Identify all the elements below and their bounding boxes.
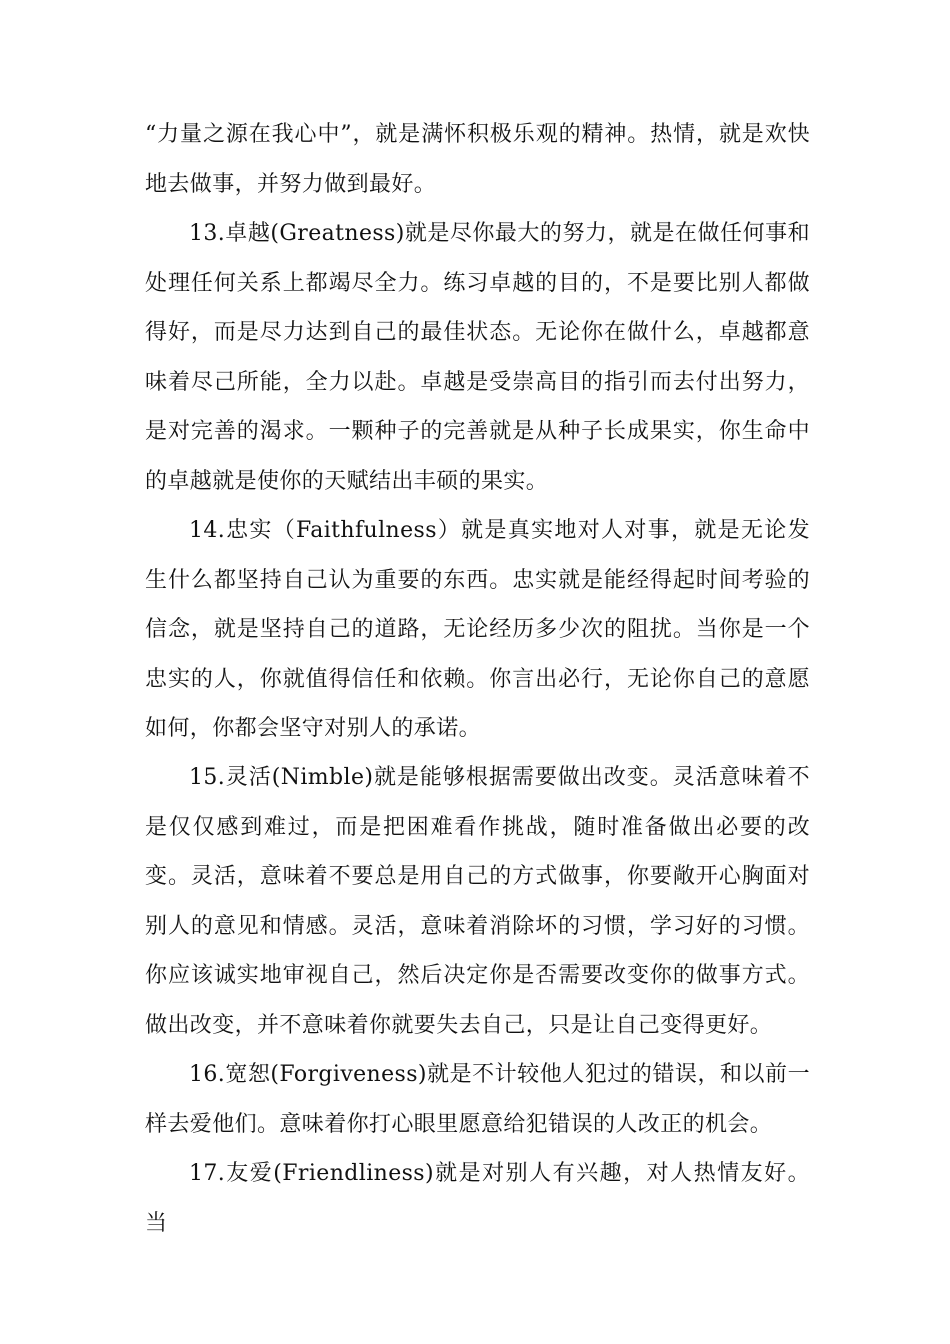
paragraph-16-forgiveness: 16.宽恕(Forgiveness)就是不计较他人犯过的错误，和以前一样去爱他们。意味着你打心眼里愿意给犯错误的人改正的机会。 — [145, 1062, 810, 1137]
paragraph-14-faithfulness: 14.忠实（Faithfulness）就是真实地对人对事，就是无论发生什么都坚持自己认为重要的东西。忠实就是能经得起时间考验的信念，就是坚持自己的道路，无论经历多少次的阻扰。当你是一个忠实的人，你就值得信任和依赖。你言出必行，无论你自己的意愿如何，你都会坚守对别人的承诺。 — [145, 518, 810, 741]
paragraph-13-greatness: 13.卓越(Greatness)就是尽你最大的努力，就是在做任何事和处理任何关系上都竭尽全力。练习卓越的目的，不是要比别人都做得好，而是尽力达到自己的最佳状态。无论你在做什么，卓越都意味着尽己所能，全力以赴。卓越是受崇高目的指引而去付出努力，是对完善的渴求。一颗种子的完善就是从种子长成果实，你生命中的卓越就是使你的天赋结出丰硕的果实。 — [145, 221, 810, 494]
paragraph-17-friendliness: 17.友爱(Friendliness)就是对别人有兴趣，对人热情友好。当 — [145, 1161, 810, 1236]
paragraph-15-nimble: 15.灵活(Nimble)就是能够根据需要做出改变。灵活意味着不是仅仅感到难过，而是把困难看作挑战，随时准备做出必要的改变。灵活，意味着不要总是用自己的方式做事，你要敞开心胸面对别人的意见和情感。灵活，意味着消除坏的习惯，学习好的习惯。你应该诚实地审视自己，然后决定你是否需要改变你的做事方式。做出改变，并不意味着你就要失去自己，只是让自己变得更好。 — [145, 765, 810, 1038]
paragraph-intro-continued: “力量之源在我心中”，就是满怀积极乐观的精神。热情，就是欢快地去做事，并努力做到最好。 — [145, 122, 810, 197]
